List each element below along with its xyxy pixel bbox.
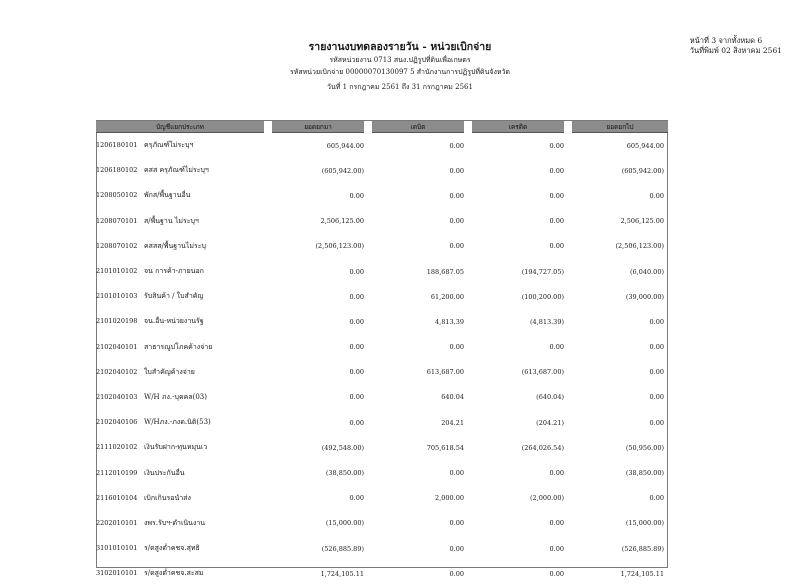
credit-amount: 0.00 [549,141,564,150]
account-name: งพร.รับฯ-ดำเนินงาน [144,518,206,527]
table-row [96,460,668,485]
closing-balance: (15,000.00) [625,519,664,528]
closing-balance: 0.00 [649,191,664,200]
account-code: 2111020102 [96,443,138,452]
closing-balance: 0.00 [649,494,664,503]
closing-balance: 0.00 [649,418,664,427]
account-cell [96,561,268,586]
print-date: วันที่พิมพ์ 02 สิงหาคม 2561 [689,46,782,55]
account-code: 2102040102 [96,367,138,376]
credit-amount: 0.00 [549,569,564,578]
debit-amount: 61,200.00 [430,292,464,301]
debit-amount: 0.00 [449,469,464,478]
account-name: ส/พื้นฐาน ไม่ระบุฯ [144,216,199,225]
account-code: 2112010199 [96,468,138,477]
table-row [96,486,668,511]
credit-amount: (204.21) [536,418,564,427]
opening-balance: (526,885.89) [321,544,364,553]
debit-amount: 0.00 [449,519,464,528]
account-name: รับสินค้า / ใบสำคัญ [144,292,204,301]
opening-balance: 0.00 [349,393,364,402]
account-code: 2101010102 [96,267,138,276]
account-code: 2102040103 [96,392,138,401]
opening-balance: (38,850.00) [325,469,364,478]
debit-amount: 0.00 [449,242,464,251]
table-row [96,385,668,410]
credit-amount: (100,200.00) [521,292,564,301]
account-name: W/Hภง.-ภงด.นิติ(53) [144,418,211,427]
opening-balance: 0.00 [349,292,364,301]
credit-amount: (2,000.00) [529,494,564,503]
account-code: 2102040106 [96,418,138,427]
debit-amount: 2,000.00 [435,494,464,503]
account-name: เงินรับฝาก-ทุนหมุนเว [144,443,208,452]
account-code: 1208070102 [96,241,138,250]
account-cell [96,284,268,309]
credit-amount: (613,687.00) [521,368,564,377]
col-header-closing: ยอดยกไป [568,121,668,133]
closing-balance: 0.00 [649,317,664,326]
account-code: 2102040101 [96,342,138,351]
debit-amount: 0.00 [449,569,464,578]
account-code: 3101010101 [96,544,138,553]
opening-balance: (15,000.00) [325,519,364,528]
account-name: คสสส/พื้นฐานไม่ระบุ [144,241,206,250]
closing-balance: (605,942.00) [621,166,664,175]
credit-amount: 0.00 [549,469,564,478]
table-row [96,561,668,586]
account-code: 3102010101 [96,569,138,578]
account-cell [96,234,268,259]
opening-balance: (2,506,123.00) [315,242,364,251]
table-row [96,234,668,259]
col-header-account: บัญชีแยกประเภท [96,121,268,133]
opening-balance: 1,724,105.11 [320,569,364,578]
account-cell [96,410,268,435]
account-code: 1208070101 [96,216,138,225]
account-name: W/H ภง.-บุคคล(03) [144,392,207,401]
account-cell [96,209,268,234]
col-header-credit: เครดิต [468,121,568,133]
account-name: สาธารณูปโภคค้างจ่าย [144,342,213,351]
account-name: เบิกเกินรอนำส่ง [144,493,191,502]
credit-amount: 0.00 [549,217,564,226]
col-header-opening: ยอดยกมา [268,121,368,133]
debit-amount: 188,687.05 [426,267,464,276]
opening-balance: (492,548.00) [321,443,364,452]
account-cell [96,158,268,183]
col-header-debit: เดบิต [368,121,468,133]
account-name: จน.อื่น-หน่วยงานรัฐ [144,317,204,326]
debit-amount: 0.00 [449,544,464,553]
opening-balance: 0.00 [349,191,364,200]
account-cell [96,133,268,159]
closing-balance: 0.00 [649,368,664,377]
page-number: หน้าที่ 3 จากทั้งหมด 6 [689,36,763,45]
closing-balance: 0.00 [649,393,664,402]
credit-amount: (264,026.54) [521,443,564,452]
debit-amount: 0.00 [449,217,464,226]
table-row [96,259,668,284]
account-name: คสส ครุภัณฑ์ไม่ระบุฯ [144,166,209,175]
disbursing-unit: รหัสหน่วยเบิกจ่าย 00000070130097 5 สำนักงานการปฏิรูปที่ดินจังหวัด [290,68,510,76]
credit-amount: 0.00 [549,343,564,352]
table-row [96,158,668,183]
opening-balance: 0.00 [349,494,364,503]
table-row [96,133,668,159]
table-row [96,536,668,561]
account-cell [96,183,268,208]
opening-balance: (605,942.00) [321,166,364,175]
table-header-row [96,121,668,133]
closing-balance: 2,506,125.00 [620,217,664,226]
opening-balance: 0.00 [349,368,364,377]
table-row [96,209,668,234]
account-cell [96,385,268,410]
table-row [96,284,668,309]
report-header [0,40,800,93]
account-code: 2202010101 [96,518,138,527]
account-name: พักส/พื้นฐานอื่น [144,191,191,200]
closing-balance: (6,040.00) [629,267,664,276]
closing-balance: 1,724,105.11 [620,569,664,578]
account-name: ครุภัณฑ์ไม่ระบุฯ [144,141,194,150]
opening-balance: 0.00 [349,418,364,427]
account-cell [96,536,268,561]
table-row [96,410,668,435]
table-row [96,511,668,536]
closing-balance: (2,506,123.00) [615,242,664,251]
account-cell [96,460,268,485]
account-cell [96,360,268,385]
account-code: 1206180101 [96,141,138,150]
account-code: 1208050102 [96,191,138,200]
account-cell [96,335,268,360]
account-name: ใบสำคัญค้างจ่าย [144,367,195,376]
credit-amount: 0.00 [549,544,564,553]
table-row [96,335,668,360]
closing-balance: 0.00 [649,343,664,352]
credit-amount: (640.04) [536,393,564,402]
report-title: รายงานงบทดลองรายวัน - หน่วยเบิกจ่าย [308,41,492,53]
closing-balance: 605,944.00 [626,141,664,150]
table-row [96,183,668,208]
debit-amount: 640.04 [441,393,464,402]
debit-amount: 0.00 [449,191,464,200]
account-name: จน การค้า-ภายนอก [144,267,204,276]
credit-amount: 0.00 [549,166,564,175]
account-cell [96,259,268,284]
opening-balance: 0.00 [349,317,364,326]
trial-balance-table [96,121,668,586]
account-code: 2116010104 [96,493,138,502]
report-period: วันที่ 1 กรกฎาคม 2561 ถึง 31 กรกฎาคม 2561 [327,83,473,91]
unit-code: รหัสหน่วยงาน 0713 สนง.ปฏิรูปที่ดินเพื่อเกษตร [329,56,471,64]
closing-balance: (38,850.00) [625,469,664,478]
account-cell [96,309,268,334]
debit-amount: 705,618.54 [426,443,464,452]
credit-amount: (4,813.39) [529,317,564,326]
account-cell [96,435,268,460]
closing-balance: (39,000.00) [625,292,664,301]
account-cell [96,511,268,536]
account-code: 2101010103 [96,292,138,301]
opening-balance: 2,506,125.00 [320,217,364,226]
debit-amount: 0.00 [449,166,464,175]
account-code: 2101020198 [96,317,138,326]
opening-balance: 0.00 [349,267,364,276]
account-name: ร/ดสูงต่ำคชจ.สะสม [144,569,204,578]
credit-amount: 0.00 [549,519,564,528]
table-row [96,435,668,460]
account-cell [96,486,268,511]
table-row [96,309,668,334]
closing-balance: (50,956.00) [625,443,664,452]
account-name: ร/ดสูงต่ำคชจ.สุทธิ [144,544,200,553]
account-name: เงินประกันอื่น [144,468,185,477]
table-row [96,360,668,385]
account-code: 1206180102 [96,166,138,175]
credit-amount: 0.00 [549,242,564,251]
credit-amount: (194,727.05) [521,267,564,276]
opening-balance: 0.00 [349,343,364,352]
debit-amount: 0.00 [449,141,464,150]
opening-balance: 605,944.00 [326,141,364,150]
debit-amount: 613,687.00 [426,368,464,377]
debit-amount: 4,813.39 [435,317,464,326]
closing-balance: (526,885.89) [621,544,664,553]
debit-amount: 0.00 [449,343,464,352]
credit-amount: 0.00 [549,191,564,200]
debit-amount: 204.21 [441,418,464,427]
